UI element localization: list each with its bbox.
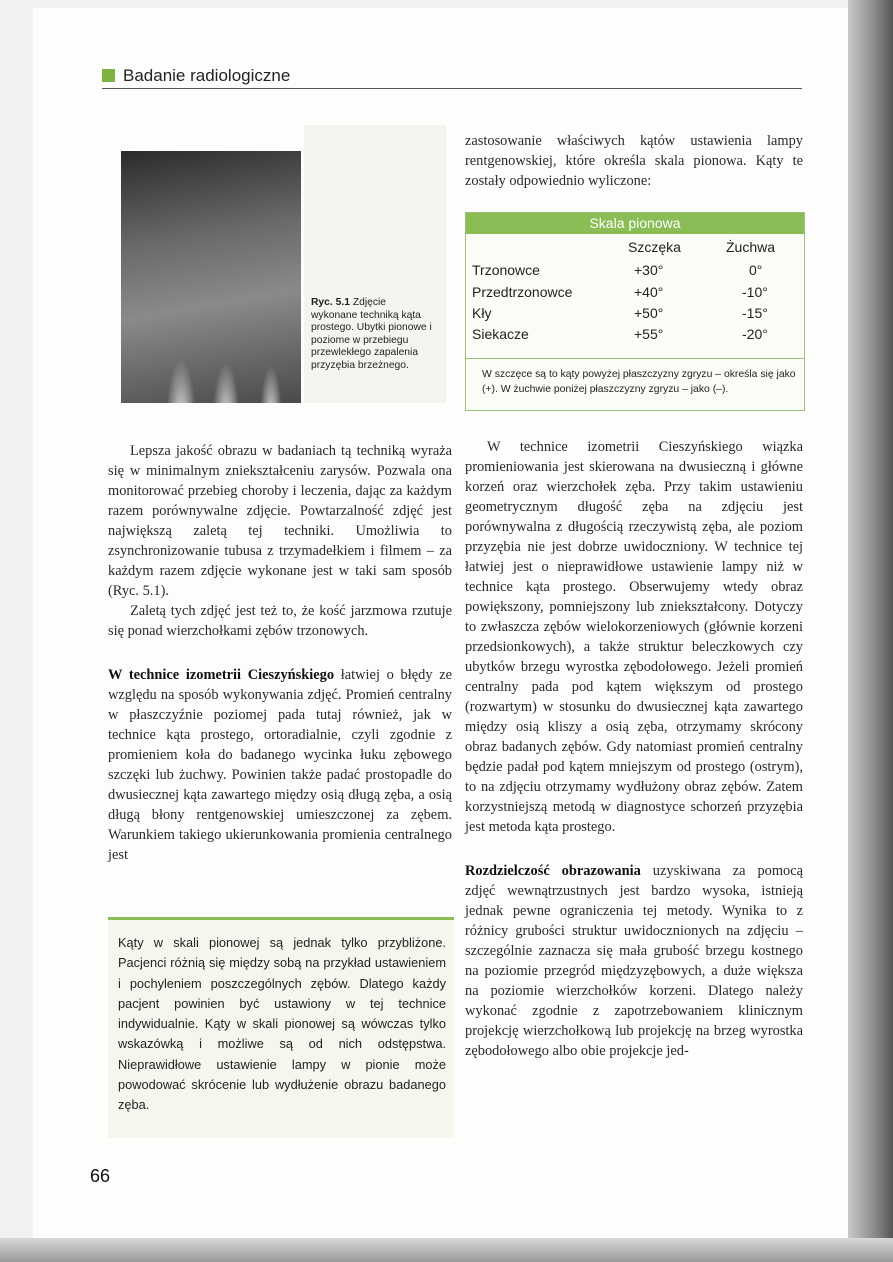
right-column-intro <box>465 131 803 191</box>
table-col-lower: Żuchwa <box>726 239 776 255</box>
right-column <box>465 437 803 1061</box>
table-col-upper: Szczęka <box>628 239 681 255</box>
left-paragraph-3-lead: W technice izometrii Cieszyńskiego <box>108 667 335 683</box>
note-box <box>108 917 454 1138</box>
table-row <box>472 325 798 343</box>
left-paragraph-3-text: łatwiej o błędy ze względu na sposób wykonywania zdjęć. Promień centralny w płaszczyźnie poziomej pada tutaj również, jak w technice kąta prostego, ortoradialnie, czyli zgodnie z promieniem koła do badanego wycinka łuku zębowego szczęki lub żuchwy. Powinien także padać prostopadle do dwusiecznej kąta zawartego między osią długą zęba, a osią długą błony rentgenowskiej umieszczonej za zębem. Warunkiem takiego ukierunkowania promienia centralnego jest <box>108 667 452 863</box>
row-name: Trzonowce <box>472 262 540 278</box>
header-rule <box>102 88 802 89</box>
right-paragraph-1: W technice izometrii Cieszyńskiego wiązka promieniowania jest skierowana na dwusieczną i główne korzeń oraz wierzchołek zęba. Przy takim ustawieniu geometrycznym długość zęba na zdjęciu jest porównywalna z długością rzeczywistą zęba, ale poziom przyzębia nie jest dobrze uwidoczniony. W technice tej łatwiej jest o nieprawidłowe ustawienie lampy niż w technice kąta prostego. Obserwujemy wtedy obraz powiększony, pomniejszony lub zniekształcony. Dotyczy to zwłaszcza zębów wielokorzeniowych (głównie korzeni przedsionkowych), a także struktur beleczkowych czy ubytków brzegu wyrostka zębodołowego. Jeżeli promień centralny pada pod kątem większym od prostego (rozwartym) w stosunku do dwusiecznej kąta zawartego między osią kliszy a osią zęba, otrzymamy skrócony obraz badanych zębów. Gdy natomiast promień centralny będzie padał pod kątem mniejszym od prostego (ostrym), to na zdjęciu otrzymamy wydłużony obraz zębów. Zatem korzystniejszą metodą w diagnostyce schorzeń przyzębia jest metoda kąta prostego. <box>465 439 803 835</box>
page-number: 66 <box>90 1166 111 1186</box>
row-name: Siekacze <box>472 326 529 342</box>
scan-edge-shadow <box>848 0 893 1262</box>
table-header-row <box>472 238 798 256</box>
right-paragraph-2-lead: Rozdzielczość obrazowania <box>465 863 641 879</box>
vertical-scale-table <box>465 212 805 411</box>
row-lower: -20° <box>742 326 768 342</box>
right-intro: zastosowanie właściwych kątów ustawienia lampy rentgenowskiej, które określa skala pionowa. Kąty te zostały odpowiednio wyliczone: <box>465 133 803 189</box>
section-marker-icon <box>102 69 115 82</box>
table-row <box>472 304 798 322</box>
row-lower: -15° <box>742 305 768 321</box>
table-row <box>472 261 798 279</box>
row-lower: 0° <box>749 262 763 278</box>
right-paragraph-2 <box>465 861 803 1061</box>
figure-caption-text: Zdjęcie wykonane techniką kąta prostego. Ubytki pionowe i poziome w przebiegu przewlekłego zapalenia przyzębia brzeżnego. <box>311 297 432 371</box>
left-column <box>108 441 452 865</box>
row-name: Kły <box>472 305 492 321</box>
running-header: Badanie radiologiczne <box>123 66 291 85</box>
row-upper: +30° <box>634 262 664 278</box>
table-title: Skala pionowa <box>466 213 804 234</box>
figure-caption <box>311 297 433 373</box>
row-upper: +50° <box>634 305 664 321</box>
row-name: Przedtrzonowce <box>472 284 573 300</box>
left-paragraph-3 <box>108 665 452 865</box>
scan-bottom-shadow <box>0 1238 893 1262</box>
row-upper: +40° <box>634 284 664 300</box>
table-row <box>472 283 798 301</box>
figure-label: Ryc. 5.1 <box>311 297 350 308</box>
dental-xray-image <box>121 151 301 403</box>
left-paragraph-2: Zaletą tych zdjęć jest też to, że kość jarzmowa rzutuje się ponad wierzchołkami zębów trzonowych. <box>108 603 452 639</box>
left-paragraph-1: Lepsza jakość obrazu w badaniach tą techniką wyraża się w minimalnym zniekształceniu zarysów. Pozwala ona monitorować przebieg choroby i leczenia, dając za każdym razem porównywalne zdjęcie. Powtarzalność zdjęć jest największą zaletą tej techniki. Umożliwia to zsynchronizowanie tubusa z trzymadełkiem i filmem – za każdym razem zdjęcie wykonane jest w taki sam sposób (Ryc. 5.1). <box>108 443 452 599</box>
row-lower: -10° <box>742 284 768 300</box>
right-paragraph-2-text: uzyskiwana za pomocą zdjęć wewnątrzustnych jest bardzo wysoka, istnieją jednak pewne ograniczenia tej metody. Wynika to z różnicy grubości struktur uwidocznionych na zdjęciu – szczególnie zaznacza się mała grubość brzegu kostnego na poziomie przegród międzyzębowych, a duże większa na poziomie wierzchołków korzeni. Dlatego należy wykonać zgodnie z zapotrzebowaniem klinicznym projekcję wierzchołkową lub projekcję na brzeg wyrostka zębodołowego albo obie projekcje jed- <box>465 863 803 1059</box>
table-note: W szczęce są to kąty powyżej płaszczyzny zgryzu – określa się jako (+). W żuchwie poniżej płaszczyzny zgryzu – jako (–). <box>466 358 804 397</box>
note-text: Kąty w skali pionowej są jednak tylko przybliżone. Pacjenci różnią się między sobą na przykład ustawieniem i pochyleniem poszczególnych zębów. Dlatego każdy pacjent powinien być ustawiony w tej technice indywidualnie. Kąty w skali pionowej są wówczas tylko wskazówką i możliwe są od nich odstępstwa. Nieprawidłowe ustawienie lampy w pionie może powodować skrócenie lub wydłużenie obrazu badanego zęba. <box>118 935 446 1113</box>
row-upper: +55° <box>634 326 664 342</box>
